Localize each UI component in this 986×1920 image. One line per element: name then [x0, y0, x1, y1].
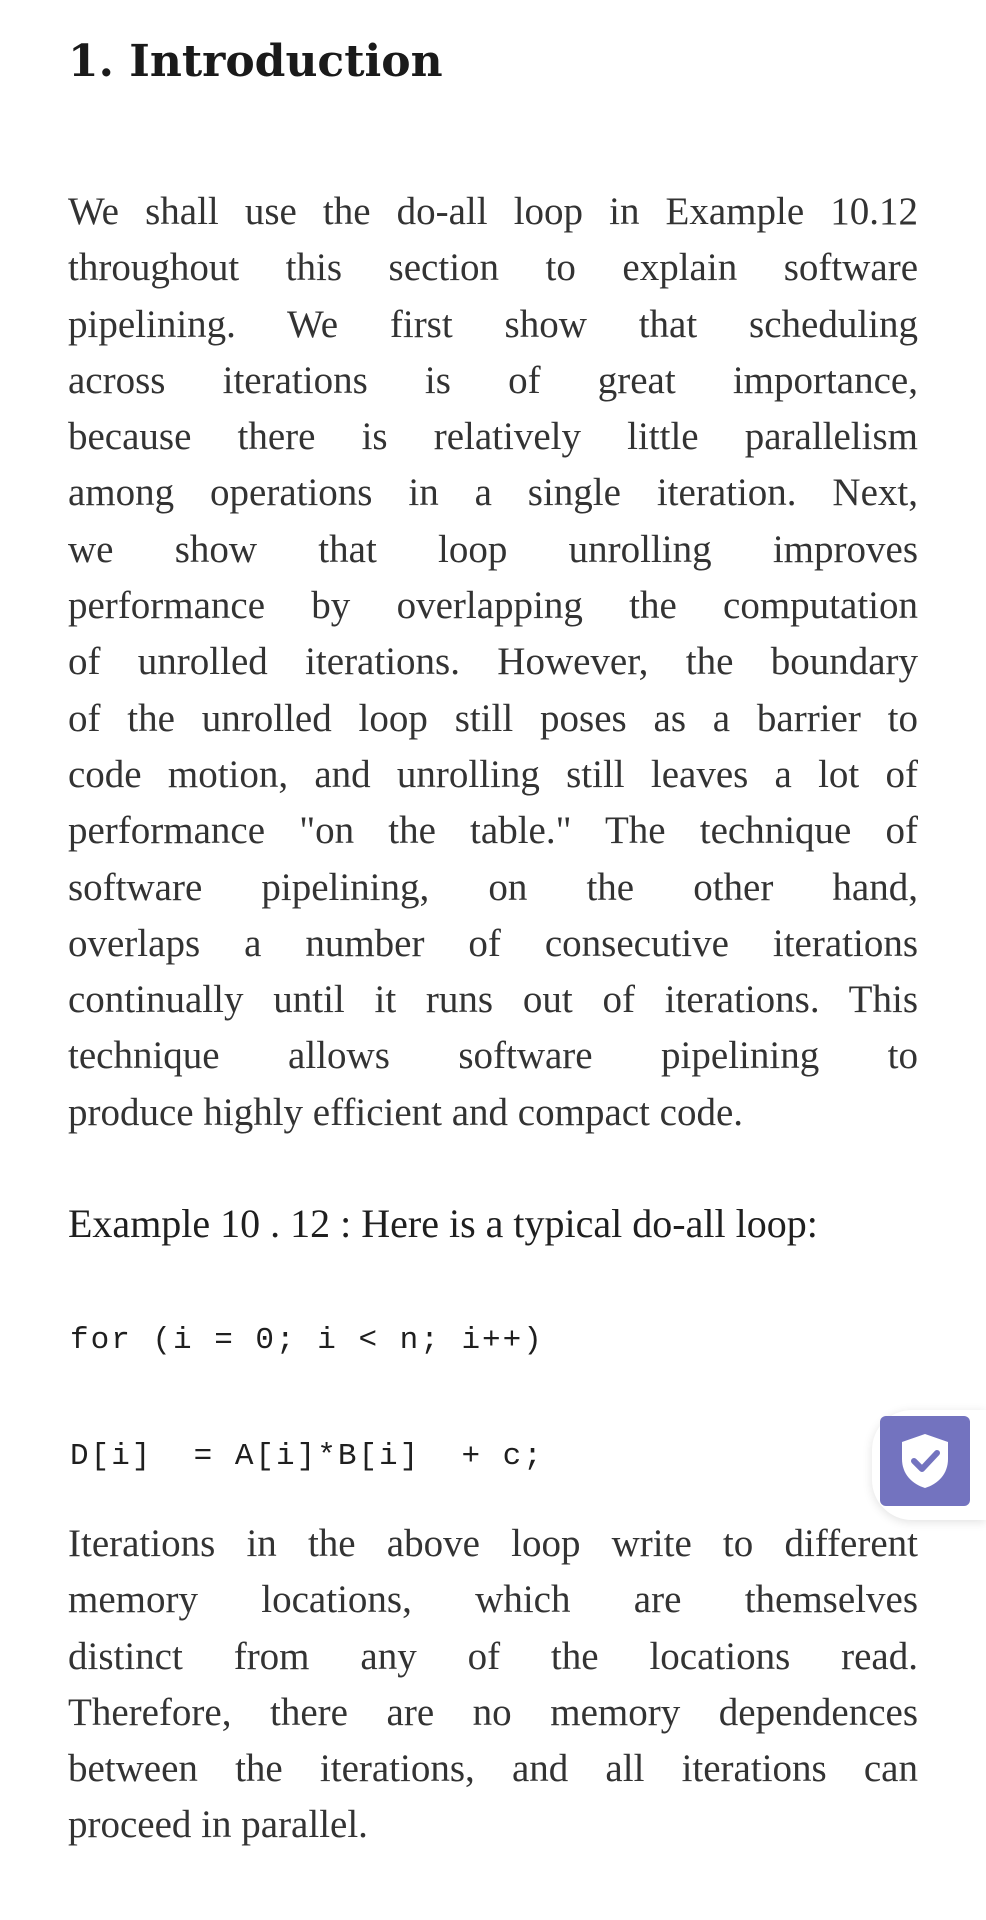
paragraph-line: between the iterations, and all iterations can: [68, 1747, 918, 1791]
paragraph-line: of the unrolled loop still poses as a barrier to: [68, 696, 918, 740]
section-heading: 1. Introduction: [68, 36, 443, 87]
intro-paragraph: [68, 184, 918, 1141]
paragraph-line: among operations in a single iteration. Next,: [68, 471, 918, 515]
paragraph-line: throughout this section to explain software: [68, 246, 918, 290]
paragraph-line: software pipelining, on the other hand,: [68, 865, 918, 909]
shield-button[interactable]: [880, 1416, 970, 1506]
paragraph-line: performance "on the table." The technique of: [68, 809, 918, 853]
paragraph-line: overlaps a number of consecutive iterations: [68, 921, 918, 965]
shield-check-icon: [898, 1431, 952, 1491]
paragraph-line: Therefore, there are no memory dependences: [68, 1690, 918, 1734]
paragraph-line: proceed in parallel.: [68, 1803, 368, 1847]
explanation-paragraph: [68, 1516, 918, 1854]
paragraph-line: performance by overlapping the computation: [68, 584, 918, 628]
paragraph-line: we show that loop unrolling improves: [68, 527, 918, 571]
paragraph-line: memory locations, which are themselves: [68, 1578, 918, 1622]
example-label: Example 10 . 12 : Here is a typical do-all loop:: [68, 1201, 818, 1246]
paragraph-line: pipelining. We first show that scheduling: [68, 302, 918, 346]
paragraph-line: We shall use the do-all loop in Example 10.12: [68, 190, 918, 233]
paragraph-line: produce highly efficient and compact code.: [68, 1090, 744, 1134]
paragraph-line: Iterations in the above loop write to different: [68, 1522, 918, 1565]
code-line-body: D[i] = A[i]*B[i] + c;: [70, 1439, 544, 1474]
paragraph-line: across iterations is of great importance,: [68, 358, 918, 402]
paragraph-line: technique allows software pipelining to: [68, 1034, 918, 1078]
paragraph-line: distinct from any of the locations read.: [68, 1634, 918, 1678]
code-line-loop: for (i = 0; i < n; i++): [70, 1323, 544, 1358]
paragraph-line: code motion, and unrolling still leaves a lot of: [68, 752, 918, 796]
paragraph-line: of unrolled iterations. However, the boundary: [68, 640, 918, 684]
paragraph-line: continually until it runs out of iterations. This: [68, 978, 918, 1022]
paragraph-line: because there is relatively little parallelism: [68, 415, 918, 459]
